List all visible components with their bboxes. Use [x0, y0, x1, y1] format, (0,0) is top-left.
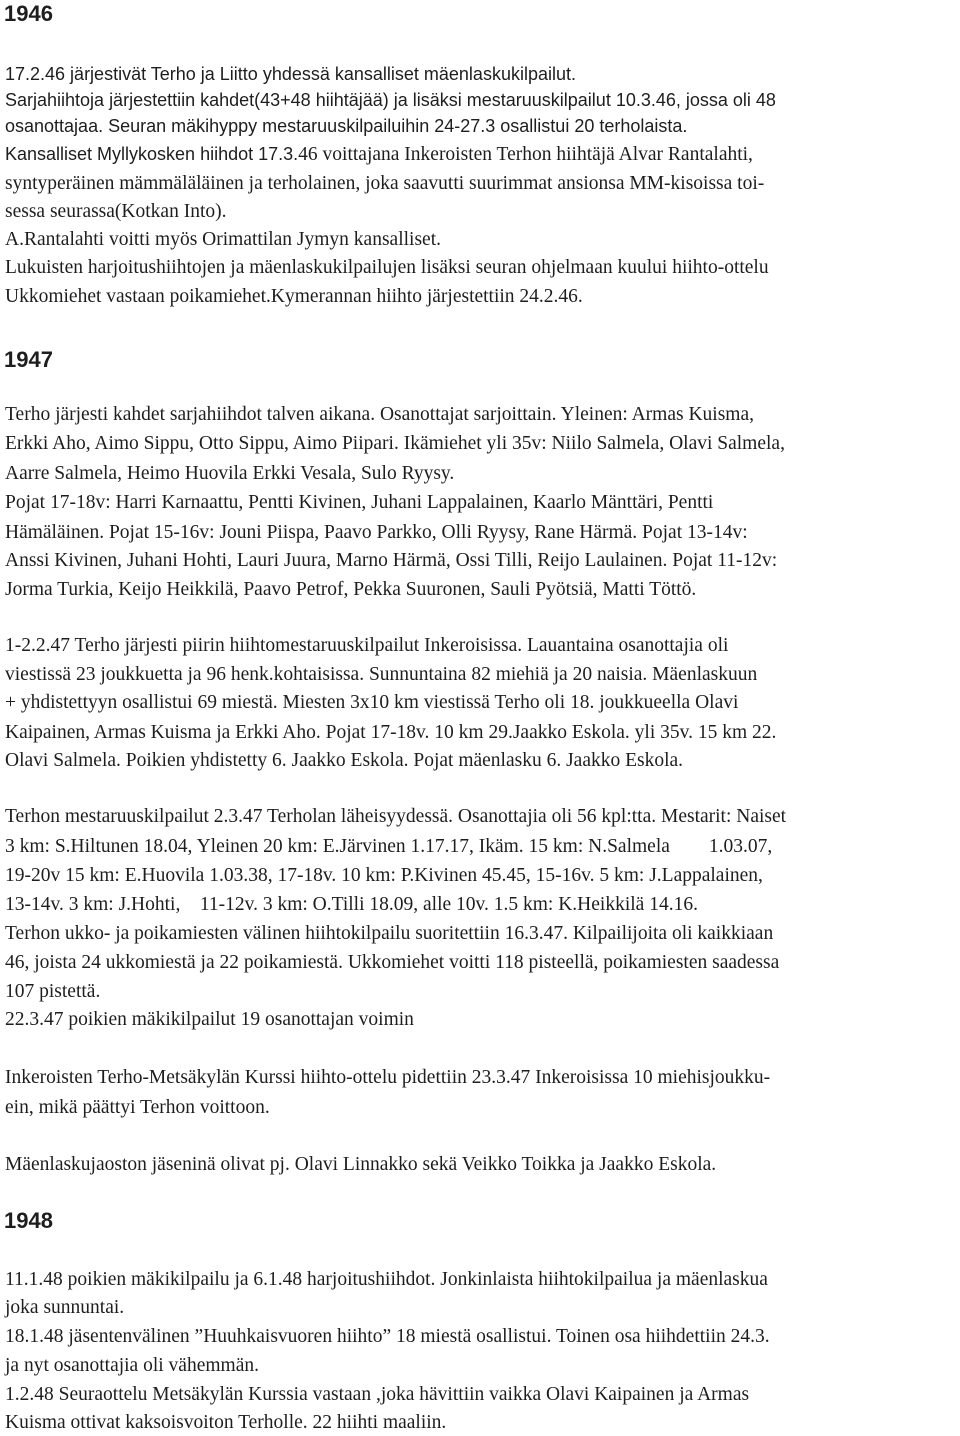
text-segment: 46 voittajana Inkeroisten Terhon hiihtäjä Alvar Rantalahti, — [298, 144, 753, 165]
heading-1947: 1947 — [4, 347, 53, 372]
heading-1946: 1946 — [4, 1, 53, 26]
text-line: Inkeroisten Terho-Metsäkylän Kurssi hiihto-ottelu pidettiin 23.3.47 Inkeroisissa 10 miehisjoukku- — [5, 1067, 771, 1088]
text-line: 1-2.2.47 Terho järjesti piirin hiihtomestaruuskilpailut Inkeroisissa. Lauantaina osanottajia oli — [5, 635, 729, 656]
text-line: viestissä 23 joukkuetta ja 96 henk.kohtaisissa. Sunnuntaina 82 miehiä ja 20 naisia. Mäenlaskuun — [5, 664, 758, 685]
text-line: osanottajaa. Seuran mäkihyppy mestaruuskilpailuihin 24-27.3 osallistui 20 terholaista. — [5, 116, 688, 136]
text-line: 22.3.47 poikien mäkikilpailut 19 osanottajan voimin — [5, 1009, 414, 1030]
text-line: 11.1.48 poikien mäkikilpailu ja 6.1.48 harjoitushiihdot. Jonkinlaista hiihtokilpailua ja mäenlaskua — [5, 1269, 768, 1290]
text-line: 19-20v 15 km: E.Huovila 1.03.38, 17-18v. 10 km: P.Kivinen 45.45, 15-16v. 5 km: J.Lappalainen, — [5, 865, 763, 886]
text-line: Anssi Kivinen, Juhani Hohti, Lauri Juura, Marno Härmä, Ossi Tilli, Reijo Laulainen. Pojat 11-12v: — [5, 550, 778, 571]
text-line: Mäenlaskujaoston jäseninä olivat pj. Olavi Linnakko sekä Veikko Toikka ja Jaakko Eskola. — [5, 1154, 717, 1175]
text-line: Terhon ukko- ja poikamiesten välinen hiihtokilpailu suoritettiin 16.3.47. Kilpailijoita oli kaikkiaan — [5, 923, 774, 944]
text-line: sessa seurassa(Kotkan Into). — [5, 201, 227, 222]
text-line: 107 pistettä. — [5, 981, 101, 1002]
text-line: Kuisma ottivat kaksoisvoiton Terholle. 22 hiihti maaliin. — [5, 1412, 447, 1433]
heading-1948: 1948 — [4, 1208, 53, 1233]
text-line: ja nyt osanottajia oli vähemmän. — [5, 1355, 259, 1376]
text-line: Terho järjesti kahdet sarjahiihdot talven aikana. Osanottajat sarjoittain. Yleinen: Armas Kuisma, — [5, 404, 754, 425]
text-line: ein, mikä päättyi Terhon voittoon. — [5, 1097, 270, 1118]
text-line: 46, joista 24 ukkomiestä ja 22 poikamiestä. Ukkomiehet voitti 118 pisteellä, poikamiesten saadessa — [5, 952, 780, 973]
text-line: 3 km: S.Hiltunen 18.04, Yleinen 20 km: E.Järvinen 1.17.17, Ikäm. 15 km: N.Salmela 1.03.07, — [5, 836, 773, 857]
text-line: Terhon mestaruuskilpailut 2.3.47 Terholan läheisyydessä. Osanottajia oli 56 kpl:tta. Mestarit: Naiset — [5, 806, 787, 827]
text-line: Sarjahiihtoja järjestettiin kahdet(43+48 hiihtäjää) ja lisäksi mestaruuskilpailut 10.3.46, jossa oli 48 — [5, 90, 776, 110]
text-segment: Kansalliset Myllykosken hiihdot 17.3. — [5, 144, 299, 164]
text-line: Erkki Aho, Aimo Sippu, Otto Sippu, Aimo Piipari. Ikämiehet yli 35v: Niilo Salmela, Olavi Salmela, — [5, 433, 785, 454]
text-line: Kaipainen, Armas Kuisma ja Erkki Aho. Pojat 17-18v. 10 km 29.Jaakko Eskola. yli 35v. 15 km 22. — [5, 722, 777, 743]
text-line: Aarre Salmela, Heimo Huovila Erkki Vesala, Sulo Ryysy. — [5, 463, 455, 484]
text-line: Olavi Salmela. Poikien yhdistetty 6. Jaakko Eskola. Pojat mäenlasku 6. Jaakko Eskola. — [5, 750, 684, 771]
text-line: joka sunnuntai. — [5, 1297, 125, 1318]
text-line: 13-14v. 3 km: J.Hohti, 11-12v. 3 km: O.Tilli 18.09, alle 10v. 1.5 km: K.Heikkilä 14.16. — [5, 894, 698, 915]
text-line: syntyperäinen mämmäläläinen ja terholainen, joka saavutti suurimmat ansionsa MM-kisoissa toi- — [5, 173, 765, 194]
text-line: 1.2.48 Seuraottelu Metsäkylän Kurssia vastaan ,joka hävittiin vaikka Olavi Kaipainen ja Armas — [5, 1384, 750, 1405]
text-line: + yhdistettyyn osallistui 69 miestä. Miesten 3x10 km viestissä Terho oli 18. joukkueella Olavi — [5, 692, 739, 713]
text-line: 17.2.46 järjestivät Terho ja Liitto yhdessä kansalliset mäenlaskukilpailut. — [5, 64, 576, 84]
text-line: Ukkomiehet vastaan poikamiehet.Kymerannan hiihto järjestettiin 24.2.46. — [5, 286, 583, 307]
text-line: Lukuisten harjoitushiihtojen ja mäenlaskukilpailujen lisäksi seuran ohjelmaan kuului hiihto-ottelu — [5, 257, 769, 278]
text-line: A.Rantalahti voitti myös Orimattilan Jymyn kansalliset. — [5, 229, 441, 250]
text-line: Hämäläinen. Pojat 15-16v: Jouni Piispa, Paavo Parkko, Olli Ryysy, Rane Härmä. Pojat 13-14v: — [5, 522, 748, 543]
text-line: 18.1.48 jäsentenvälinen ”Huuhkaisvuoren hiihto” 18 miestä osallistui. Toinen osa hiihdettiin 24.3. — [5, 1326, 770, 1347]
text-line — [5, 141, 753, 168]
text-line: Pojat 17-18v: Harri Karnaattu, Pentti Kivinen, Juhani Lappalainen, Kaarlo Mänttäri, Pentti — [5, 492, 714, 513]
text-line: Jorma Turkia, Keijo Heikkilä, Paavo Petrof, Pekka Suuronen, Sauli Pyötsiä, Matti Töttö. — [5, 579, 697, 600]
